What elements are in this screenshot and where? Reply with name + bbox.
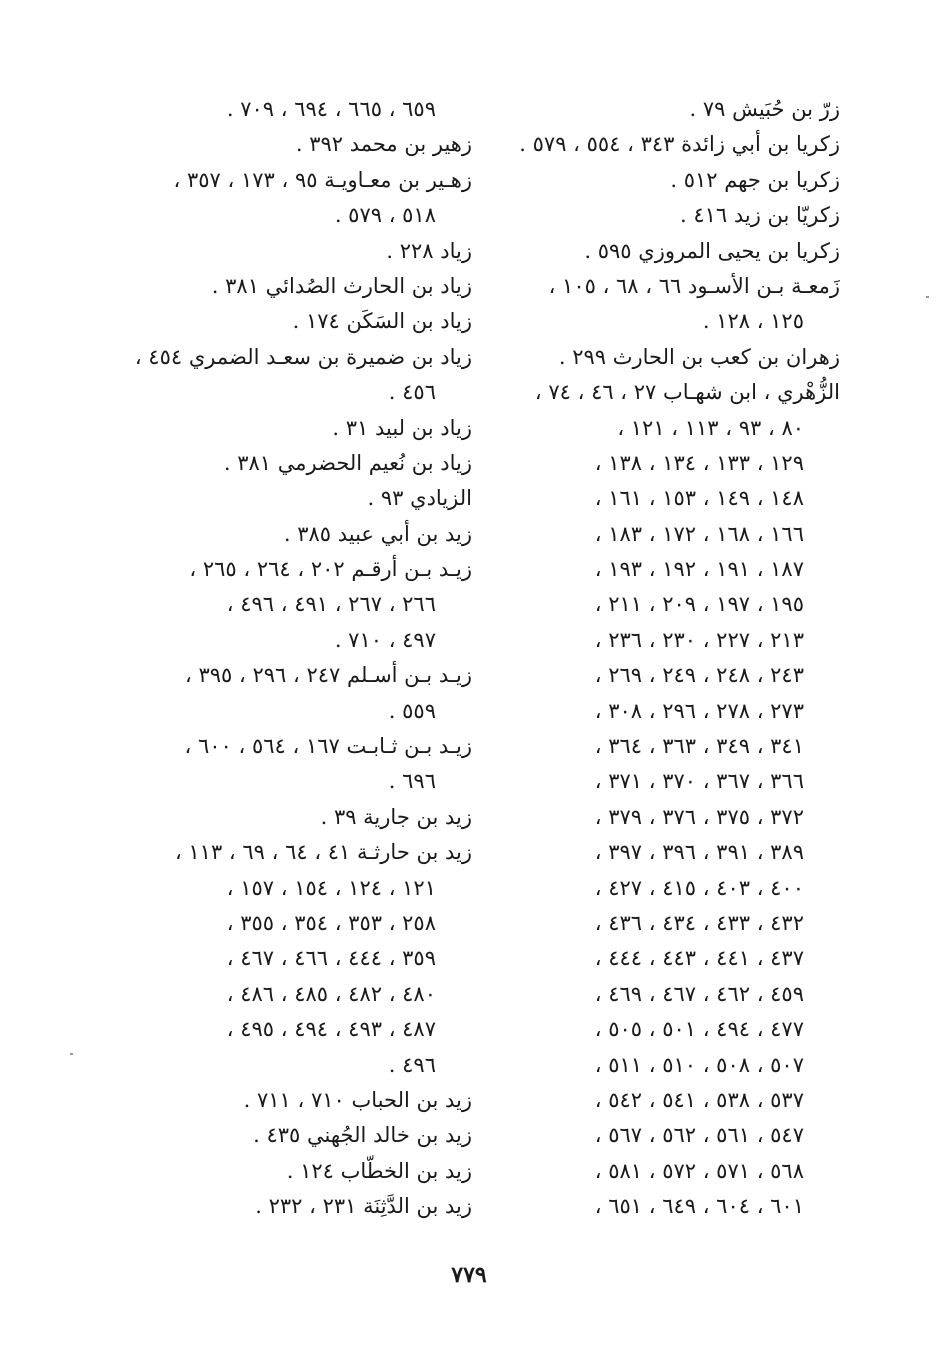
index-entry-continuation: ٢٤٣ ، ٢٤٨ ، ٢٤٩ ، ٢٦٩ ، (594, 663, 804, 688)
index-entry-continuation: ٣٨٩ ، ٣٩١ ، ٣٩٦ ، ٣٩٧ ، (594, 840, 804, 865)
index-entry-continuation: ٤٥٦ . (388, 380, 436, 405)
index-entry-continuation: ٥١٨ ، ٥٧٩ . (334, 203, 436, 228)
index-entry: زهران بن كعب بن الحارث ٢٩٩ . (558, 344, 840, 369)
index-entry-continuation: ٥٤٧ ، ٥٦١ ، ٥٦٢ ، ٥٦٧ ، (594, 1123, 804, 1148)
index-entry-continuation: ١٢٥ ، ١٢٨ . (702, 309, 804, 334)
index-entry-continuation: ٤٠٠ ، ٤٠٣ ، ٤١٥ ، ٤٢٧ ، (594, 875, 804, 900)
index-entry-continuation: ٨٠ ، ٩٣ ، ١١٣ ، ١٢١ ، (617, 415, 804, 440)
index-entry-continuation: ١٦٦ ، ١٦٨ ، ١٧٢ ، ١٨٣ ، (594, 521, 804, 546)
index-entry: زكريا بن أبي زائدة ٣٤٣ ، ٥٥٤ ، ٥٧٩ . (519, 132, 840, 157)
index-entry: زياد بن السَكَن ١٧٤ . (292, 309, 472, 334)
index-entry: زيـد بـن أسـلم ٢٤٧ ، ٢٩٦ ، ٣٩٥ ، (185, 663, 472, 688)
index-column-right (518, 92, 840, 1225)
scan-speck (926, 296, 929, 298)
index-entry: زيد بن خالد الجُهني ٤٣٥ . (253, 1123, 472, 1148)
index-entry: زهـير بن معـاويـة ٩٥ ، ١٧٣ ، ٣٥٧ ، (173, 167, 472, 192)
index-column-left (134, 92, 472, 1225)
index-entry: زكريا بن جهم ٥١٢ . (670, 167, 840, 192)
index-entry-continuation: ٣٧٢ ، ٣٧٥ ، ٣٧٦ ، ٣٧٩ ، (594, 804, 804, 829)
index-entry-continuation: ١٩٥ ، ١٩٧ ، ٢٠٩ ، ٢١١ ، (594, 592, 804, 617)
index-entry: زهير بن محمد ٣٩٢ . (295, 132, 472, 157)
index-entry: زيد بن الحباب ٧١٠ ، ٧١١ . (243, 1087, 472, 1112)
index-entry-continuation: ٤٩٧ ، ٧١٠ . (334, 627, 436, 652)
index-entry-continuation: ٢٦٦ ، ٢٦٧ ، ٤٩١ ، ٤٩٦ ، (226, 592, 436, 617)
index-entry-continuation: ٥٦٨ ، ٥٧١ ، ٥٧٢ ، ٥٨١ ، (594, 1158, 804, 1183)
scan-speck (70, 1053, 73, 1055)
index-entry-continuation: ٦٠١ ، ٦٠٤ ، ٦٤٩ ، ٦٥١ ، (594, 1194, 804, 1219)
index-entry: زيد بن حارثـة ٤١ ، ٦٤ ، ٦٩ ، ١١٣ ، (174, 840, 472, 865)
index-entry: زيد بن الخطّاب ١٢٤ . (286, 1158, 472, 1183)
index-entry: زياد بن لبيد ٣١ . (332, 415, 472, 440)
index-entry: زياد بن ضميرة بن سعـد الضمري ٤٥٤ ، (134, 344, 472, 369)
index-entry: زيـد بـن ثـابـت ١٦٧ ، ٥٦٤ ، ٦٠٠ ، (184, 734, 472, 759)
index-entry-continuation: ١٤٨ ، ١٤٩ ، ١٥٣ ، ١٦١ ، (594, 486, 804, 511)
index-entry-continuation: ٤٧٧ ، ٤٩٤ ، ٥٠١ ، ٥٠٥ ، (594, 1017, 804, 1042)
index-entry-continuation: ٢١٣ ، ٢٢٧ ، ٢٣٠ ، ٢٣٦ ، (594, 627, 804, 652)
index-entry-continuation: ٤٥٩ ، ٤٦٢ ، ٤٦٧ ، ٤٦٩ ، (594, 981, 804, 1006)
index-entry-continuation: ٥٠٧ ، ٥٠٨ ، ٥١٠ ، ٥١١ ، (594, 1052, 804, 1077)
index-entry: الزيادي ٩٣ . (367, 486, 472, 511)
index-entry-continuation: ١٨٧ ، ١٩١ ، ١٩٢ ، ١٩٣ ، (594, 557, 804, 582)
index-entry-continuation: ٤٨٧ ، ٤٩٣ ، ٤٩٤ ، ٤٩٥ ، (226, 1017, 436, 1042)
index-entry: زياد ٢٢٨ . (386, 238, 472, 263)
index-entry: زكريّا بن زيد ٤١٦ . (679, 203, 840, 228)
index-entry-continuation: ٣٦٦ ، ٣٦٧ ، ٣٧٠ ، ٣٧١ ، (594, 769, 804, 794)
index-entry: زيـد بـن أرقـم ٢٠٢ ، ٢٦٤ ، ٢٦٥ ، (189, 557, 472, 582)
index-entry-continuation: ٥٣٧ ، ٥٣٨ ، ٥٤١ ، ٥٤٢ ، (594, 1087, 804, 1112)
index-entry-continuation: ٦٥٩ ، ٦٦٥ ، ٦٩٤ ، ٧٠٩ . (226, 97, 436, 121)
index-entry: الزُّهْري ، ابن شهـاب ٢٧ ، ٤٦ ، ٧٤ ، (534, 380, 840, 405)
index-entry: زكريا بن يحيى المروزي ٥٩٥ . (584, 238, 840, 263)
index-entry: زياد بن الحارث الصُدائي ٣٨١ . (211, 273, 472, 298)
index-entry-continuation: ٤٣٢ ، ٤٣٣ ، ٤٣٤ ، ٤٣٦ ، (594, 910, 804, 935)
index-entry-continuation: ٢٥٨ ، ٣٥٣ ، ٣٥٤ ، ٣٥٥ ، (226, 910, 436, 935)
index-entry-continuation: ٤٩٦ . (388, 1052, 436, 1077)
index-entry-continuation: ١٢١ ، ١٢٤ ، ١٥٤ ، ١٥٧ ، (226, 875, 436, 900)
index-entry-continuation: ٣٤١ ، ٣٤٩ ، ٣٦٣ ، ٣٦٤ ، (594, 734, 804, 759)
page-number: ٧٧٩ (451, 1262, 487, 1288)
index-entry-continuation: ١٢٩ ، ١٣٣ ، ١٣٤ ، ١٣٨ ، (594, 450, 804, 475)
index-entry-continuation: ٢٧٣ ، ٢٧٨ ، ٢٩٦ ، ٣٠٨ ، (594, 698, 804, 723)
index-entry-continuation: ٤٣٧ ، ٤٤١ ، ٤٤٣ ، ٤٤٤ ، (594, 946, 804, 971)
index-entry: زيد بن جارية ٣٩ . (320, 804, 472, 829)
index-entry-continuation: ٤٨٠ ، ٤٨٢ ، ٤٨٥ ، ٤٨٦ ، (226, 981, 436, 1006)
index-entry: زيد بن الدَّثِنَة ٢٣١ ، ٢٣٢ . (255, 1194, 472, 1219)
index-entry-continuation: ٣٥٩ ، ٤٤٤ ، ٤٦٦ ، ٤٦٧ ، (226, 946, 436, 971)
index-entry: زياد بن نُعيم الحضرمي ٣٨١ . (223, 450, 472, 475)
index-entry-continuation: ٦٩٦ . (388, 769, 436, 794)
index-entry-continuation: ٥٥٩ . (388, 698, 436, 723)
index-entry: زَمعـة بـن الأسـود ٦٦ ، ٦٨ ، ١٠٥ ، (548, 273, 840, 298)
index-entry: زيد بن أبي عبيد ٣٨٥ . (283, 521, 472, 546)
index-entry: زرّ بن حُبَيش ٧٩ . (689, 97, 840, 121)
